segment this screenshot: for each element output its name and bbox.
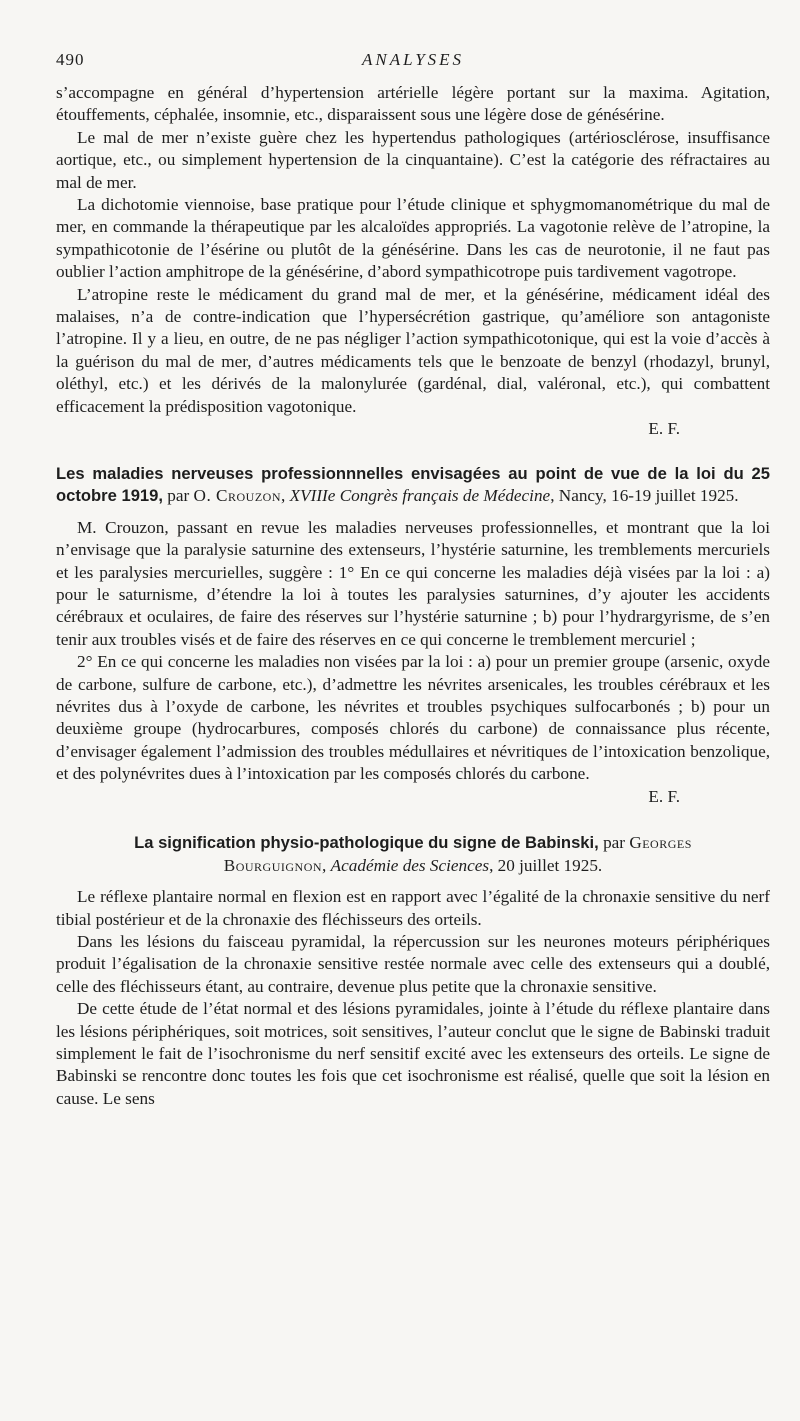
running-head — [56, 50, 770, 74]
article-place-date: , Nancy, 16-19 juillet 1925. — [550, 486, 739, 506]
article-venue: XVIIIe Congrès français de Médecine — [289, 486, 551, 506]
paragraph: 2° En ce qui concerne les maladies non visées par la loi : a) pour un premier groupe (arsenic, oxyde de carbone, sulfure de carbone, etc.), d’admettre les névrites arsenicales, les troubles cérébraux et les névrites dus à l’oxyde de carbone, les névrites et troubles psychiques sulfocarbonés ; b) pour un deuxième groupe (hydrocarbures, composés chlorés du carbone) de connaissance plus récente, d’envisager également l’admission des troubles médullaires et névritiques de l’intoxication benzolique, et des polynévrites dues à l’intoxication par les composés chlorés du carbone. — [56, 652, 770, 784]
article-title: Les maladies nerveuses professionnnelles envisagées au point de vue de la loi du 25 octobre 1919, — [56, 463, 770, 506]
paragraph: Dans les lésions du faisceau pyramidal, la répercussion sur les neurones moteurs périphériques produit l’égalisation de la chronaxie sensitive restée normale avec celle des extenseurs qui a doublé, celle des fléchisseurs étant, au contraire, devenue plus petite que la chronaxie sensitive. — [56, 931, 770, 996]
article-heading: Les maladies nerveuses professionnnelles envisagées au point de vue de la loi du 25 octobre 1919, par O. Crouzon, XVIIIe Congrès français de Médecine, Nancy, 16-19 juillet 1925. — [56, 463, 770, 506]
paragraph: L’atropine reste le médicament du grand mal de mer, et la génésérine, médicament idéal des malaises, n’a de contre-indication que l’hypersécrétion gastrique, qu’améliore son antagoniste l’atropine. Il y a lieu, en outre, de ne pas négliger l’action sympathicotonique, qui est la voie d’accès à la guérison du mal de mer, d’autres médicaments tels que le benzoate de benzyl (rhodazyl, brunyl, oléthyl, etc.) et les dérivés de la malonylurée (gardénal, dial, valéronal, etc.), qui combattent efficacement la prédisposition vagotonique. — [56, 284, 770, 416]
article-venue: Académie des Sciences — [330, 855, 490, 875]
paragraph: Le mal de mer n’existe guère chez les hypertendus pathologiques (artériosclérose, insuffisance aortique, etc., ou simplement hypertension de la cinquantaine). C’est la catégorie des réfractaires au mal de mer. — [56, 127, 770, 192]
paragraph: Le réflexe plantaire normal en flexion est en rapport avec l’égalité de la chronaxie sensitive du nerf tibial postérieur et de la chronaxie des fléchisseurs des orteils. — [56, 887, 770, 929]
article-heading: La signification physio-pathologique du signe de Babinski, par Georges Bourguignon, Académie des Sciences, 20 juillet 1925. — [134, 832, 692, 875]
page-body — [56, 82, 770, 1110]
article-date: , 20 juillet 1925. — [489, 855, 603, 875]
paragraph: M. Crouzon, passant en revue les maladies nerveuses professionnelles, et montrant que la loi n’envisage que la paralysie saturnine des extenseurs, l’hystérie saturnine, les tremblements mercuriels et les paralysies mercurielles, suggère : 1° En ce qui concerne les maladies déjà visées par la loi : a) pour le saturnisme, d’étendre la loi à toutes les paralysies saturnines, d’y ajouter les accidents cérébraux et oculaires, de faire des réserves sur l’hystérie saturnine ; b) pour l’hydrargyrisme, de s’en tenir aux troubles visés et de faire des réserves en ce qui concerne le tremblement mercuriel ; — [56, 517, 770, 649]
article-title: La signification physio-pathologique du signe de Babinski, — [134, 832, 599, 852]
signature: E. F. — [648, 786, 680, 806]
paragraph: s’accompagne en général d’hypertension artérielle légère portant sur la maxima. Agitation, étouffements, céphalée, insomnie, etc., disparaissent sous une légère dose de génésérine. — [56, 83, 770, 125]
article-author: Georges Bourguignon — [223, 832, 692, 875]
paragraph: De cette étude de l’état normal et des lésions pyramidales, jointe à l’étude du réflexe plantaire dans les lésions périphériques, soit motrices, soit sensitives, l’auteur conclut que le signe de Babinski traduit simplement le fait de l’isochronisme du nerf sensitif excité avec les extenseurs des orteils. Le signe de Babinski se rencontre donc toutes les fois que cet isochronisme est réalisé, quelle que soit la lésion en cause. Le sens — [56, 999, 770, 1108]
page-number: 490 — [56, 50, 85, 69]
article-author: O. Crouzon — [193, 486, 281, 506]
signature: E. F. — [648, 419, 680, 439]
running-title: ANALYSES — [361, 50, 465, 69]
paragraph: La dichotomie viennoise, base pratique pour l’étude clinique et sphygmomanométrique du mal de mer, en commande la thérapeutique par les alcaloïdes appropriés. La vagotonie relève de l’atropine, la sympathicotonie de l’ésérine ou plutôt de la génésérine. Dans les cas de neurotonie, il ne faut pas oublier l’action amphitrope de la génésérine, d’abord sympathicotrope puis tardivement vagotrope. — [56, 195, 770, 282]
